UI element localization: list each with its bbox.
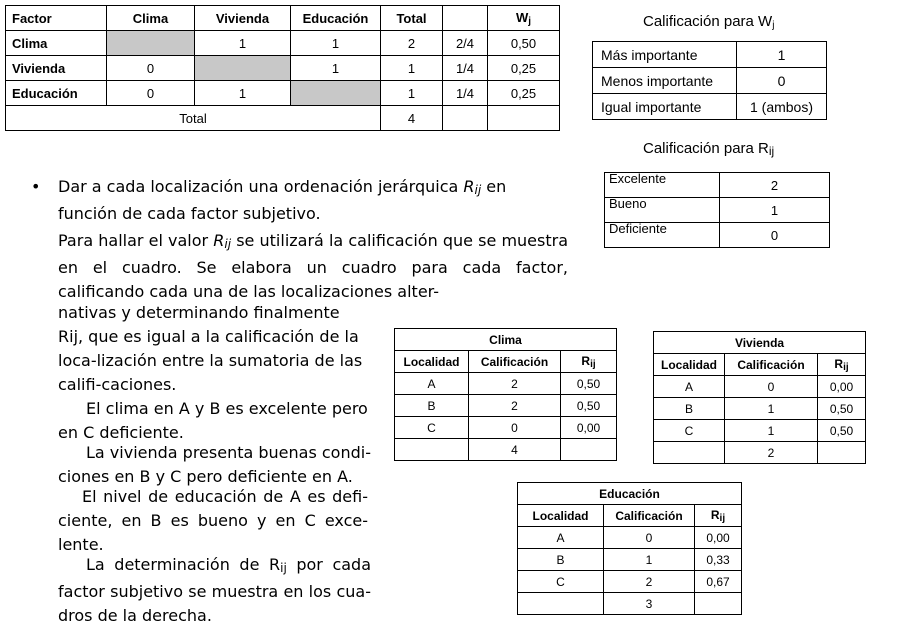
cell: 0,00	[695, 527, 742, 549]
cell: 1	[291, 56, 381, 81]
table-row	[518, 549, 742, 571]
weights-table	[5, 5, 560, 131]
cell: A	[518, 527, 604, 549]
col-header: $R_{ij}$	[695, 505, 742, 527]
table-row	[518, 527, 742, 549]
table-row	[395, 373, 617, 395]
total-label: Total	[6, 106, 381, 131]
col-header-ratio	[443, 6, 488, 31]
cell: 1/4	[443, 81, 488, 106]
total-value: 4	[381, 106, 443, 131]
rating-value: 1 (ambos)	[737, 94, 827, 120]
total-value: 3	[604, 593, 695, 615]
cell: 0,33	[695, 549, 742, 571]
cell	[395, 439, 469, 461]
cell: 0,50	[818, 420, 866, 442]
paragraph-2: El clima en A y B es excelente pero en C deficiente.	[58, 399, 368, 442]
cell: 0	[604, 527, 695, 549]
table-row	[6, 31, 560, 56]
col-header: Calificación	[604, 505, 695, 527]
table-row	[593, 68, 827, 94]
cell: A	[654, 376, 725, 398]
clima-table	[394, 328, 617, 461]
cell	[518, 593, 604, 615]
rating-label: Deficiente	[605, 223, 720, 248]
rij-rating-caption: Calificación para Rij	[643, 140, 775, 158]
total-row	[395, 439, 617, 461]
cell: 2	[381, 31, 443, 56]
table-row	[605, 198, 830, 223]
diagonal-cell	[195, 56, 291, 81]
row-factor: Educación	[6, 81, 107, 106]
cell	[561, 439, 617, 461]
cell: 2	[469, 373, 561, 395]
paragraph-3: La vivienda presenta buenas condi-ciones en B y C pero deficiente en A.	[58, 443, 371, 486]
col-header: Localidad	[518, 505, 604, 527]
table-row	[654, 420, 866, 442]
cell: 1	[195, 81, 291, 106]
rating-value: 0	[720, 223, 830, 248]
cell: 0,00	[818, 376, 866, 398]
cell: C	[654, 420, 725, 442]
table-row	[605, 173, 830, 198]
rating-value: 1	[720, 198, 830, 223]
col-header: Localidad	[654, 354, 725, 376]
table-row	[6, 81, 560, 106]
row-factor: Vivienda	[6, 56, 107, 81]
total-value: 2	[725, 442, 818, 464]
cell: 2/4	[443, 31, 488, 56]
cell: 0,00	[561, 417, 617, 439]
cell: 1	[725, 398, 818, 420]
cell: 0,50	[561, 395, 617, 417]
cell	[488, 106, 560, 131]
table-title: Educación	[518, 483, 742, 505]
total-row	[654, 442, 866, 464]
cell: 1	[725, 420, 818, 442]
cell: C	[395, 417, 469, 439]
cell	[695, 593, 742, 615]
cell: 2	[604, 571, 695, 593]
col-header-educacion: Educación	[291, 6, 381, 31]
paragraph-1b: nativas y determinando finalmente Rij, que es igual a la calificación de la loca-lización entre la sumatoria de las califi-caciones.	[58, 303, 363, 394]
cell: 1	[381, 56, 443, 81]
cell: 0	[725, 376, 818, 398]
table-row	[654, 398, 866, 420]
col-header-total: Total	[381, 6, 443, 31]
cell: 0,25	[488, 56, 560, 81]
table-row	[518, 571, 742, 593]
table-header-row	[654, 354, 866, 376]
cell: 2	[469, 395, 561, 417]
cell: B	[518, 549, 604, 571]
table-header-row	[518, 505, 742, 527]
diagonal-cell	[107, 31, 195, 56]
rating-label: Más importante	[593, 42, 737, 68]
row-factor: Clima	[6, 31, 107, 56]
paragraph-5: La determinación de Rij por cada factor subjetivo se muestra en los cua-dros de la derecha.	[58, 555, 372, 625]
table-row	[395, 395, 617, 417]
cell: 1	[604, 549, 695, 571]
rating-value: 0	[737, 68, 827, 94]
table-header-row	[395, 351, 617, 373]
cell	[443, 106, 488, 131]
col-header-clima: Clima	[107, 6, 195, 31]
cell: B	[654, 398, 725, 420]
total-row	[518, 593, 742, 615]
col-header: Localidad	[395, 351, 469, 373]
col-header: Calificación	[725, 354, 818, 376]
cell: 0,50	[818, 398, 866, 420]
table-title: Vivienda	[654, 332, 866, 354]
rating-label: Igual importante	[593, 94, 737, 120]
cell: 1	[195, 31, 291, 56]
vivienda-table	[653, 331, 866, 464]
cell: 0	[469, 417, 561, 439]
diagonal-cell	[291, 81, 381, 106]
rating-value: 1	[737, 42, 827, 68]
cell: A	[395, 373, 469, 395]
cell: 0,50	[561, 373, 617, 395]
cell: 1	[291, 31, 381, 56]
paragraph-1a: Para hallar el valor Rij se utilizará la calificación que se muestra en el cuadro. Se elabora un cuadro para cada factor, calificando cada una de las localizaciones alter-	[58, 231, 569, 301]
table-row	[6, 56, 560, 81]
total-row	[6, 106, 560, 131]
rating-label: Menos importante	[593, 68, 737, 94]
col-header-factor: Factor	[6, 6, 107, 31]
col-header: Calificación	[469, 351, 561, 373]
bullet-text: Dar a cada localización una ordenación jerárquica Rij en función de cada factor subjetivo.	[58, 177, 507, 223]
rij-rating-table	[604, 172, 830, 248]
educacion-table	[517, 482, 742, 615]
cell	[654, 442, 725, 464]
table-row	[395, 417, 617, 439]
wj-rating-caption: Calificación para $W_j$	[643, 13, 775, 31]
bullet-marker: •	[31, 177, 41, 196]
cell: 1	[381, 81, 443, 106]
col-header: $R_{ij}$	[561, 351, 617, 373]
col-header: $R_{ij}$	[818, 354, 866, 376]
col-header-vivienda: Vivienda	[195, 6, 291, 31]
cell: 0	[107, 81, 195, 106]
cell: C	[518, 571, 604, 593]
cell: 0,50	[488, 31, 560, 56]
table-row	[593, 42, 827, 68]
table-title: Clima	[395, 329, 617, 351]
cell: 1/4	[443, 56, 488, 81]
col-header-wj: $W_j$	[488, 6, 560, 31]
rating-label: Bueno	[605, 198, 720, 223]
table-row	[593, 94, 827, 120]
cell: 0	[107, 56, 195, 81]
cell: 0,25	[488, 81, 560, 106]
table-row	[605, 223, 830, 248]
wj-rating-table	[592, 41, 827, 120]
weights-header-row	[6, 6, 560, 31]
rating-value: 2	[720, 173, 830, 198]
cell: 0,67	[695, 571, 742, 593]
cell	[818, 442, 866, 464]
paragraph-4: El nivel de educación de A es defi-ciente, en B es bueno y en C exce-lente.	[58, 487, 368, 554]
cell: B	[395, 395, 469, 417]
total-value: 4	[469, 439, 561, 461]
rating-label: Excelente	[605, 173, 720, 198]
table-row	[654, 376, 866, 398]
